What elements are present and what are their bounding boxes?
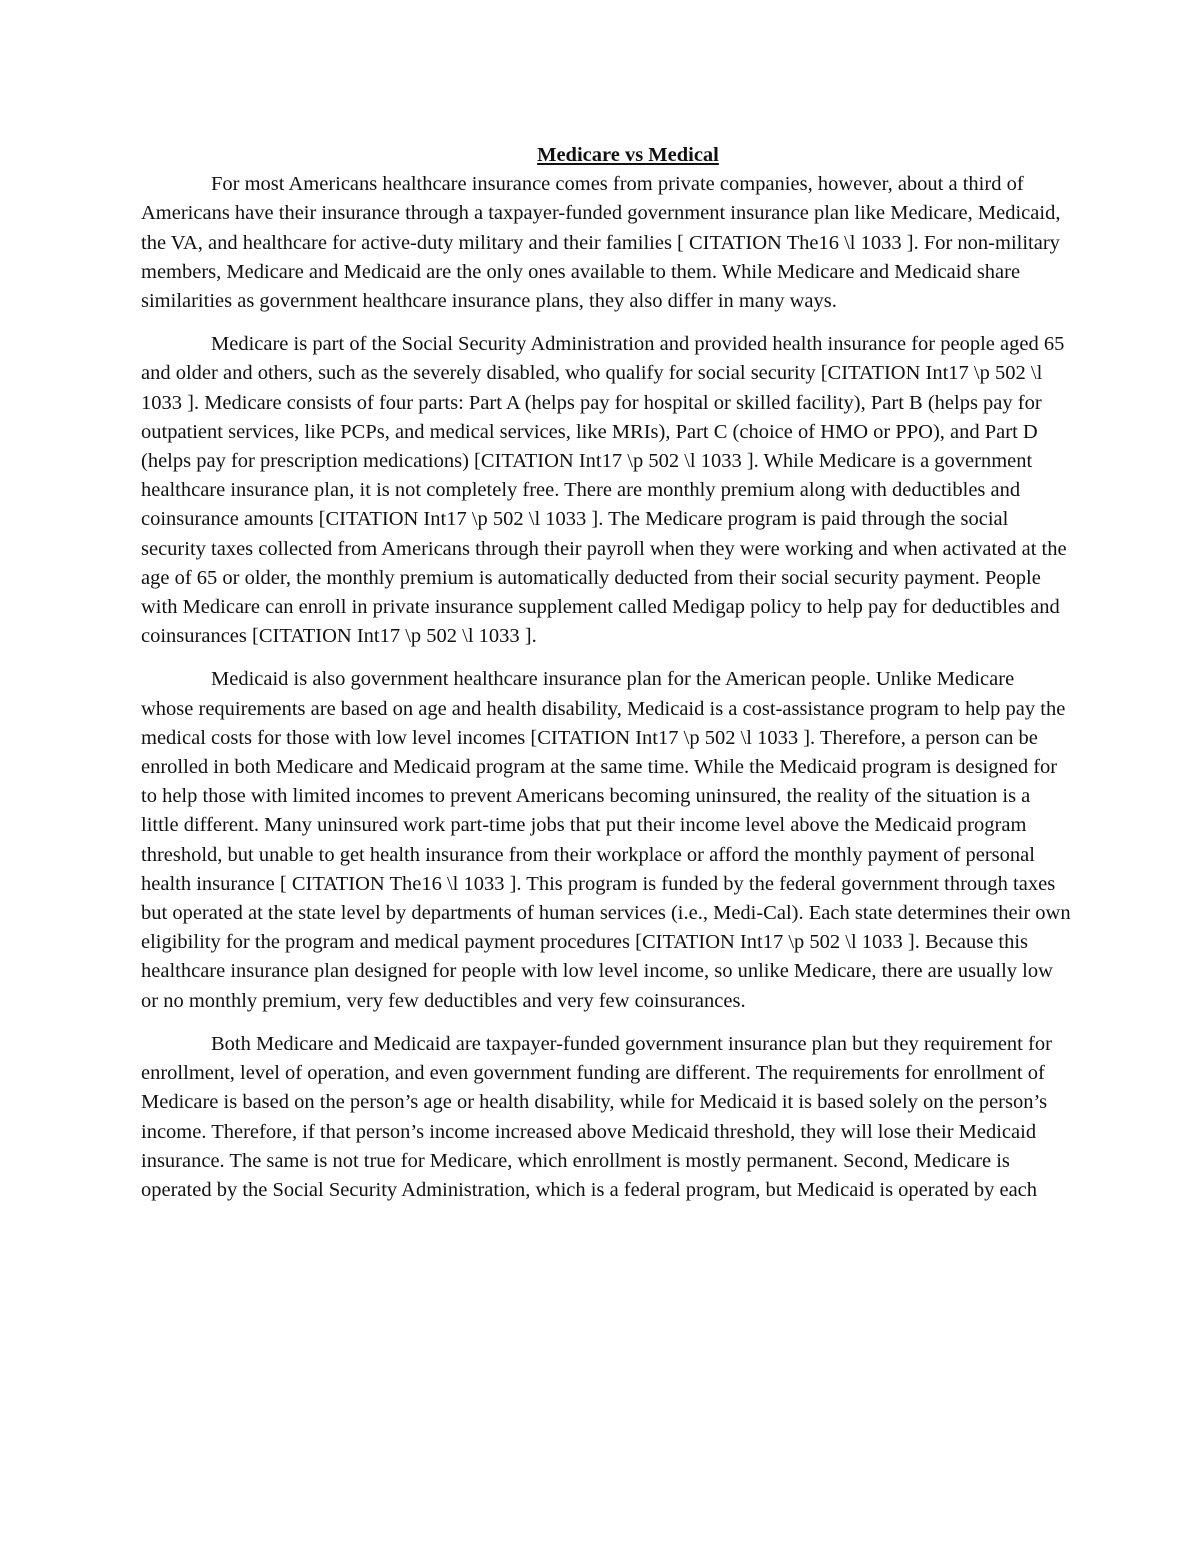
paragraph-medicare: Medicare is part of the Social Security Administration and provided health insurance for people aged 65 and older and others, such as the severely disabled, who qualify for social security [CITATION Int17 \p 502 \l 1033 ]. Medicare consists of four parts: Part A (helps pay for hospital or skilled facility), Part B (helps pay for outpatient services, like PCPs, and medical services, like MRIs), Part C (choice of HMO or PPO), and Part D (helps pay for prescription medications) [CITATION Int17 \p 502 \l 1033 ]. While Medicare is a government healthcare insurance plan, it is not completely free. There are monthly premium along with deductibles and coinsurance amounts [CITATION Int17 \p 502 \l 1033 ]. The Medicare program is paid through the social security taxes collected from Americans through their payroll when they were working and when activated at the age of 65 or older, the monthly premium is automatically deducted from their social security payment. People with Medicare can enroll in private insurance supplement called Medigap policy to help pay for deductibles and coinsurances [CITATION Int17 \p 502 \l 1033 ]. — [141, 333, 1067, 648]
paragraph-intro: For most Americans healthcare insurance comes from private companies, however, about a third of Americans have their insurance through a taxpayer-funded government insurance plan like Medicare, Medicaid, the VA, and healthcare for active-duty military and their families [ CITATION The16 \l 1033 ]. For non-military members, Medicare and Medicaid are the only ones available to them. While Medicare and Medicaid share similarities as government healthcare insurance plans, they also differ in many ways. — [141, 173, 1061, 313]
paragraph-comparison: Both Medicare and Medicaid are taxpayer-funded government insurance plan but they requirement for enrollment, level of operation, and even government funding are different. The requirements for enrollment of Medicare is based on the person’s age or health disability, while for Medicaid it is based solely on the person’s income. Therefore, if that person’s income increased above Medicaid threshold, they will lose their Medicaid insurance. The same is not true for Medicare, which enrollment is mostly permanent. Second, Medicare is operated by the Social Security Administration, which is a federal program, but Medicaid is operated by each — [141, 1032, 1052, 1201]
document-body — [141, 141, 1071, 1219]
document-title: Medicare vs Medical — [537, 144, 719, 166]
paragraph-medicaid: Medicaid is also government healthcare insurance plan for the American people. Unlike Medicare whose requirements are based on age and health disability, Medicaid is a cost-assistance program to help pay the medical costs for those with low level incomes [CITATION Int17 \p 502 \l 1033 ]. Therefore, a person can be enrolled in both Medicare and Medicaid program at the same time. While the Medicaid program is designed for to help those with limited incomes to prevent Americans becoming uninsured, the reality of the situation is a little different. Many uninsured work part-time jobs that put their income level above the Medicaid program threshold, but unable to get health insurance from their workplace or afford the monthly payment of personal health insurance [ CITATION The16 \l 1033 ]. This program is funded by the federal government through taxes but operated at the state level by departments of human services (i.e., Medi-Cal). Each state determines their own eligibility for the program and medical payment procedures [CITATION Int17 \p 502 \l 1033 ]. Because this healthcare insurance plan designed for people with low level income, so unlike Medicare, there are usually low or no monthly premium, very few deductibles and very few coinsurances. — [141, 668, 1071, 1012]
